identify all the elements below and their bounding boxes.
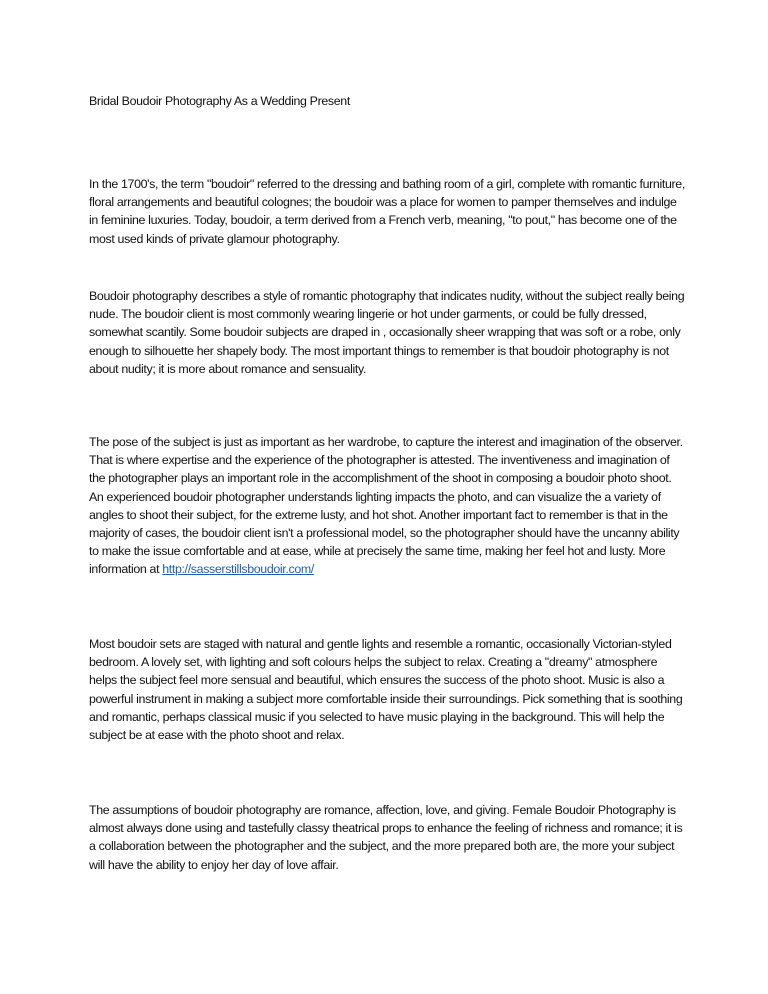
paragraph-pose-text: The pose of the subject is just as important as her wardrobe, to capture the interest and imagination of the observer. That is where expertise and the experience of the photographer is attested. The inventiveness and imagination of the photographer plays an important role in the accomplishment of the shoot in composing a boudoir photo shoot. An experienced boudoir photographer understands lighting impacts the photo, and can visualize the a variety of angles to shoot their subject, for the extreme lusty, and hot shot. Another important fact to remember is that in the majority of cases, the boudoir client isn't a professional model, so the photographer should have the uncanny ability to make the issue comfortable and at ease, while at precisely the same time, making her feel hot and lusty. More information at (89, 435, 683, 577)
paragraph-sets: Most boudoir sets are staged with natural and gentle lights and resemble a romantic, occasionally Victorian-styled bedroom. A lovely set, with lighting and soft colours helps the subject to relax. Creating a "dreamy" atmosphere helps the subject feel more sensual and beautiful, which ensures the success of the photo shoot. Music is also a powerful instrument in making a subject more comfortable inside their surroundings. Pick something that is soothing and romantic, perhaps classical music if you selected to have music playing in the background. This will help the subject be at ease with the photo shoot and relax. (89, 637, 683, 743)
paragraph-pose (89, 433, 685, 579)
document-title: Bridal Boudoir Photography As a Wedding Present (89, 94, 350, 108)
paragraph-history: In the 1700's, the term "boudoir" referred to the dressing and bathing room of a girl, complete with romantic furniture, floral arrangements and beautiful colognes; the boudoir was a place for women to pamper themselves and indulge in feminine luxuries. Today, boudoir, a term derived from a French verb, meaning, "to pout," has become one of the most used kinds of private glamour photography. (89, 177, 685, 246)
more-information-link[interactable]: http://sasserstillsboudoir.com/ (162, 562, 314, 577)
paragraph-definition: Boudoir photography describes a style of romantic photography that indicates nudity, without the subject really being nude. The boudoir client is most commonly wearing lingerie or hot under garments, or could be fully dressed, somewhat scantily. Some boudoir subjects are draped in , occasionally sheer wrapping that was soft or a robe, only enough to silhouette her shapely body. The most important things to remember is that boudoir photography is not about nudity; it is more about romance and sensuality. (89, 289, 685, 376)
paragraph-assumptions: The assumptions of boudoir photography are romance, affection, love, and giving. Female Boudoir Photography is almost always done using and tastefully classy theatrical props to enhance the feeling of richness and romance; it is a collaboration between the photographer and the subject, and the more prepared both are, the more your subject will have the ability to enjoy her day of love affair. (89, 803, 683, 872)
